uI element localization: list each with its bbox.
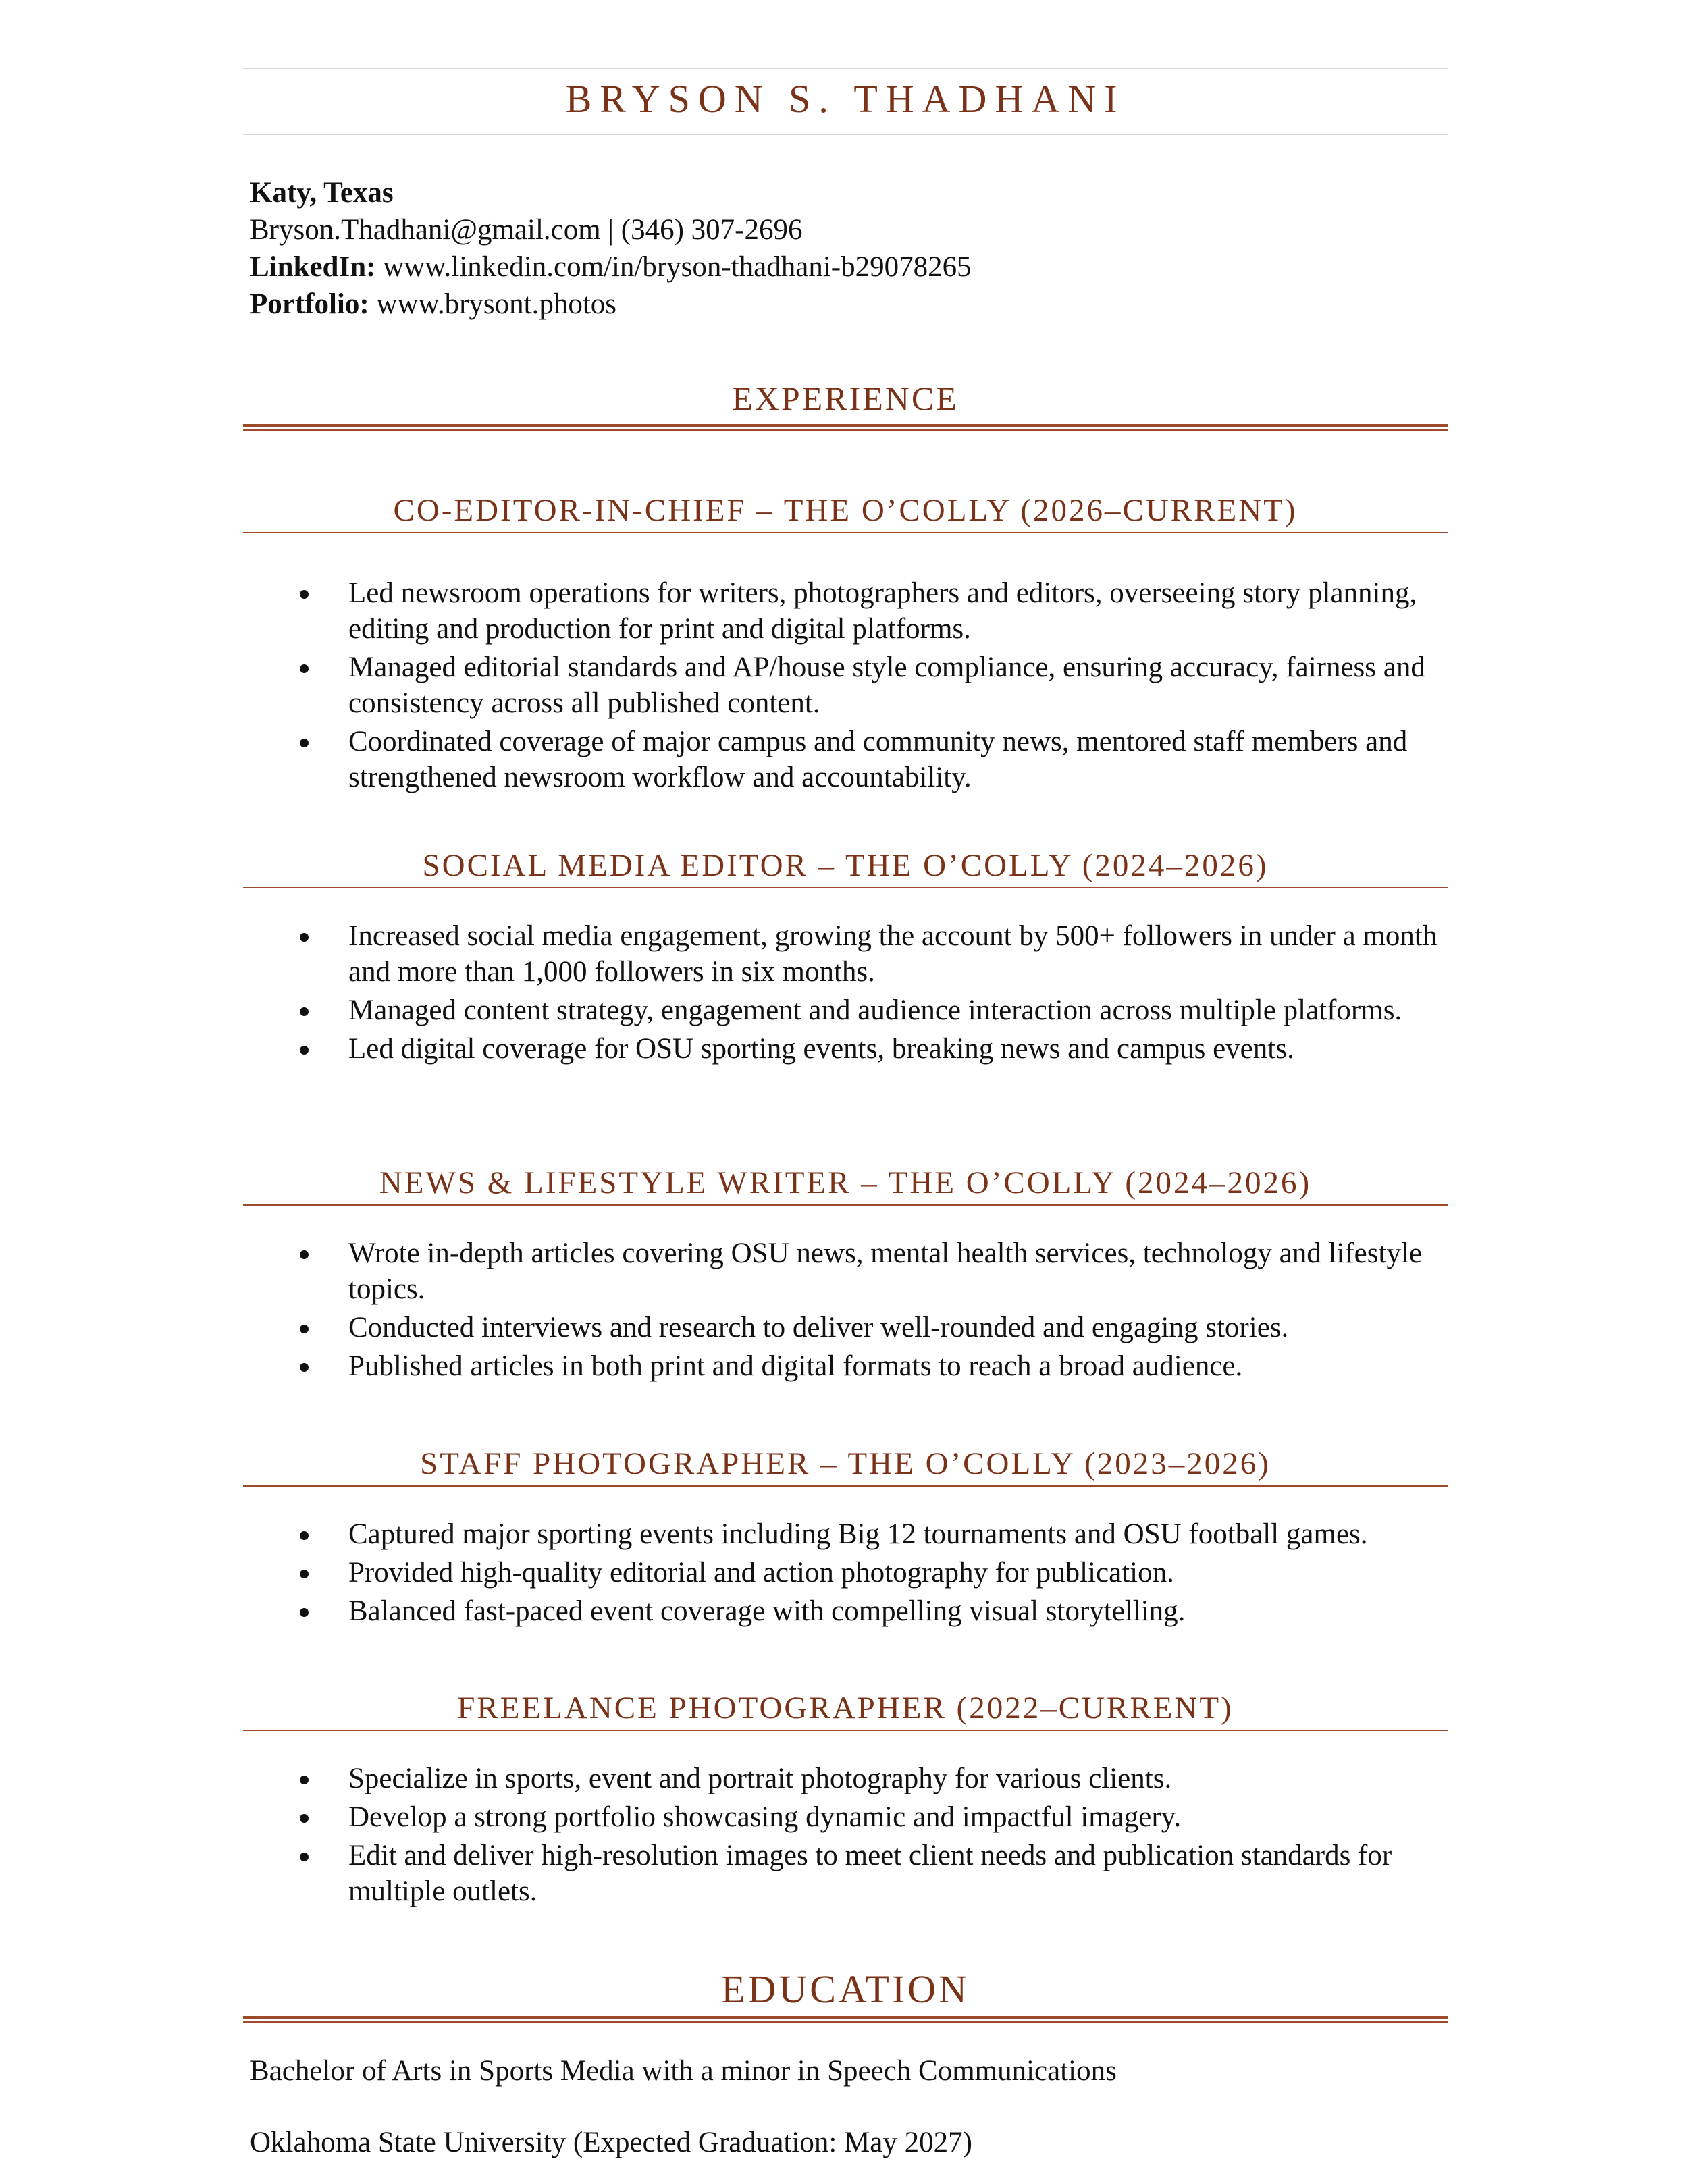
list-item: Published articles in both print and digital formats to reach a broad audience.	[297, 1348, 1458, 1384]
linkedin-label: LinkedIn:	[250, 251, 376, 283]
contact-block	[250, 174, 972, 323]
candidate-name: BRYSON S. THADHANI	[565, 77, 1126, 121]
job-title-writer: NEWS & LIFESTYLE WRITER – THE O’COLLY (2024–2026)	[379, 1165, 1312, 1200]
portfolio-link[interactable]: www.brysont.photos	[369, 288, 617, 320]
list-item: Coordinated coverage of major campus and community news, mentored staff members and strengthened newsroom workflow and accountability.	[297, 724, 1458, 795]
education-divider	[243, 2016, 1448, 2023]
list-item: Managed content strategy, engagement and audience interaction across multiple platforms.	[297, 992, 1458, 1028]
linkedin-link[interactable]: www.linkedin.com/in/bryson-thadhani-b29078265	[375, 251, 972, 283]
experience-heading: EXPERIENCE	[732, 379, 959, 417]
list-item: Managed editorial standards and AP/house style compliance, ensuring accuracy, fairness and consistency across all published content.	[297, 649, 1458, 721]
list-item: Balanced fast-paced event coverage with compelling visual storytelling.	[297, 1593, 1458, 1629]
school: Oklahoma State University (Expected Graduation: May 2027)	[250, 2127, 972, 2158]
list-item: Wrote in-depth articles covering OSU news, mental health services, technology and lifestyle topics.	[297, 1235, 1458, 1307]
list-item: Edit and deliver high-resolution images to meet client needs and publication standards for multiple outlets.	[297, 1838, 1458, 1909]
list-item: Develop a strong portfolio showcasing dynamic and impactful imagery.	[297, 1799, 1458, 1835]
list-item: Led digital coverage for OSU sporting events, breaking news and campus events.	[297, 1031, 1458, 1067]
list-item: Conducted interviews and research to deliver well-rounded and engaging stories.	[297, 1310, 1458, 1346]
list-item: Specialize in sports, event and portrait photography for various clients.	[297, 1761, 1458, 1796]
job-bullets-co-editor	[297, 575, 1458, 798]
job-title-co-editor: CO-EDITOR-IN-CHIEF – THE O’COLLY (2026–CURRENT)	[393, 493, 1298, 528]
job-divider	[243, 1204, 1448, 1206]
job-bullets-staff-photographer	[297, 1516, 1458, 1632]
job-divider	[243, 532, 1448, 533]
list-item: Led newsroom operations for writers, photographers and editors, overseeing story planning, editing and production for print and digital platforms.	[297, 575, 1458, 647]
location: Katy, Texas	[250, 177, 394, 209]
education-heading: EDUCATION	[721, 1967, 970, 2011]
job-title-staff-photographer: STAFF PHOTOGRAPHER – THE O’COLLY (2023–2026)	[420, 1446, 1271, 1481]
portfolio-label: Portfolio:	[250, 288, 369, 320]
linkedin-line	[250, 248, 972, 286]
degree: Bachelor of Arts in Sports Media with a minor in Speech Communications	[250, 2055, 1117, 2087]
list-item: Provided high-quality editorial and action photography for publication.	[297, 1555, 1458, 1591]
job-title-freelance-photographer: FREELANCE PHOTOGRAPHER (2022–CURRENT)	[457, 1690, 1234, 1726]
email-phone: Bryson.Thadhani@gmail.com | (346) 307-2696	[250, 214, 803, 246]
name-header	[243, 68, 1448, 135]
job-title-social-media-editor: SOCIAL MEDIA EDITOR – THE O’COLLY (2024–2026)	[422, 848, 1269, 883]
list-item: Captured major sporting events including Big 12 tournaments and OSU football games.	[297, 1516, 1458, 1552]
portfolio-line	[250, 286, 972, 323]
job-divider	[243, 1485, 1448, 1487]
list-item: Increased social media engagement, growing the account by 500+ followers in under a month and more than 1,000 followers in six months.	[297, 918, 1458, 990]
job-bullets-writer	[297, 1235, 1458, 1387]
experience-divider	[243, 424, 1448, 431]
job-divider	[243, 1730, 1448, 1731]
job-bullets-freelance-photographer	[297, 1761, 1458, 1912]
job-divider	[243, 887, 1448, 888]
job-bullets-social-media-editor	[297, 918, 1458, 1069]
